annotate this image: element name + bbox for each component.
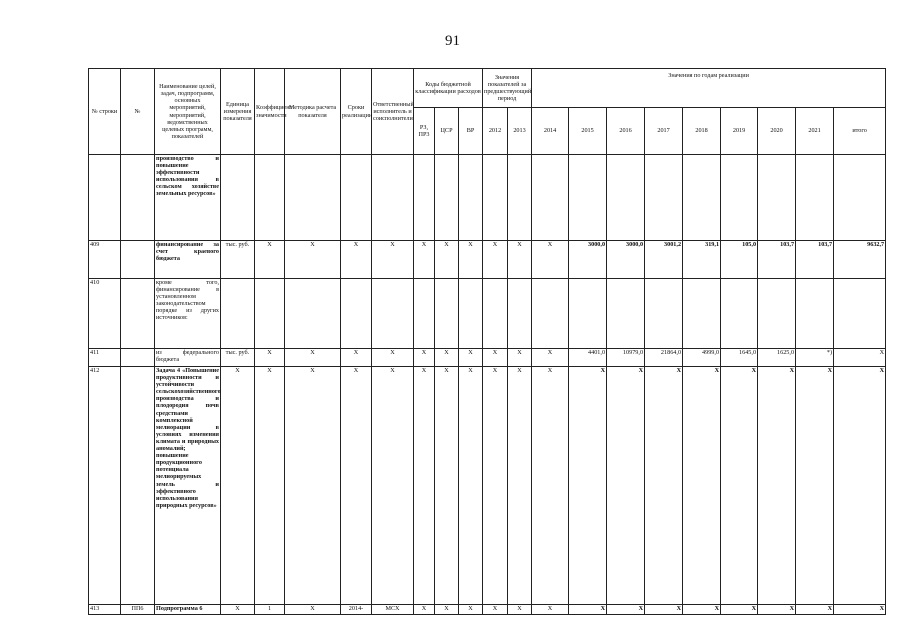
row-2019: X	[721, 367, 758, 605]
header-2020: 2020	[758, 108, 796, 155]
row-2015: 4401,0	[569, 349, 607, 367]
row-2015: X	[569, 605, 607, 615]
row-2014: X	[532, 349, 569, 367]
row-code	[121, 241, 155, 279]
header-budget-codes: Коды бюджетной классификации расходов	[414, 69, 483, 108]
table-row	[89, 349, 886, 367]
row-2012: X	[483, 367, 508, 605]
row-2021: *)	[796, 349, 834, 367]
row-unit: X	[221, 605, 255, 615]
row-2014: X	[532, 241, 569, 279]
row-total	[834, 279, 886, 349]
header-2019: 2019	[721, 108, 758, 155]
row-method: X	[285, 241, 341, 279]
row-2017: 3001,2	[645, 241, 683, 279]
row-2020: 1625,0	[758, 349, 796, 367]
header-row-no: № строки	[89, 69, 121, 155]
row-resp: X	[372, 241, 414, 279]
row-name: кроме того, финансирование в установленном законодательством порядке из других источников:	[155, 279, 221, 349]
row-terms: X	[341, 349, 372, 367]
row-coef: X	[255, 349, 285, 367]
row-2021: X	[796, 367, 834, 605]
row-2015	[569, 279, 607, 349]
row-name: Задача 4 «Повышение продуктивности и устойчивости сельскохозяйственного производства и плодородия почв средствами комплексной мелиорации в условиях изменения климата и природных аномалий; повышение продукционного потенциала мелиорируемых земель и эффективного использования природных ресурсов»	[155, 367, 221, 605]
row-2012: X	[483, 605, 508, 615]
header-2012: 2012	[483, 108, 508, 155]
row-2013	[508, 155, 532, 241]
row-2014	[532, 155, 569, 241]
row-rz	[414, 155, 435, 241]
row-2016: X	[607, 605, 645, 615]
row-terms: X	[341, 241, 372, 279]
row-total	[834, 155, 886, 241]
header-name: Наименование целей, задач, подпрограмм, основных мероприятий, мероприятий, ведомственных целевых программ, показателей	[155, 69, 221, 155]
table-body	[89, 155, 886, 615]
row-name: финансирование за счет краевого бюджета	[155, 241, 221, 279]
row-2015	[569, 155, 607, 241]
row-csr: X	[435, 349, 459, 367]
row-2016: X	[607, 367, 645, 605]
row-2016	[607, 155, 645, 241]
header-resp: Ответственный исполнитель и соисполнители	[372, 69, 414, 155]
row-2019	[721, 155, 758, 241]
row-coef: X	[255, 367, 285, 605]
header-rz: РЗ, ПР3	[414, 108, 435, 155]
row-unit: тыс. руб.	[221, 241, 255, 279]
row-number: 413	[89, 605, 121, 615]
row-unit	[221, 279, 255, 349]
row-csr: X	[435, 367, 459, 605]
row-2012	[483, 155, 508, 241]
table-row	[89, 241, 886, 279]
header-2017: 2017	[645, 108, 683, 155]
row-terms: X	[341, 367, 372, 605]
row-rz: X	[414, 349, 435, 367]
row-resp: МСХ	[372, 605, 414, 615]
row-2018: 4999,0	[683, 349, 721, 367]
header-2013: 2013	[508, 108, 532, 155]
header-csr: ЦСР	[435, 108, 459, 155]
row-unit: тыс. руб.	[221, 349, 255, 367]
row-code: ПП6	[121, 605, 155, 615]
row-csr: X	[435, 605, 459, 615]
row-csr	[435, 155, 459, 241]
row-total: X	[834, 349, 886, 367]
row-2019: 1645,0	[721, 349, 758, 367]
row-2021: X	[796, 605, 834, 615]
row-2013: X	[508, 349, 532, 367]
row-vr: X	[459, 605, 483, 615]
row-terms	[341, 155, 372, 241]
row-vr: X	[459, 241, 483, 279]
row-2018	[683, 279, 721, 349]
row-2012: X	[483, 241, 508, 279]
row-method	[285, 155, 341, 241]
row-vr	[459, 155, 483, 241]
row-resp	[372, 155, 414, 241]
row-2017	[645, 155, 683, 241]
row-2016	[607, 279, 645, 349]
table-row	[89, 605, 886, 615]
row-vr	[459, 279, 483, 349]
header-code: №	[121, 69, 155, 155]
row-coef	[255, 155, 285, 241]
row-2021	[796, 155, 834, 241]
row-rz	[414, 279, 435, 349]
row-resp: X	[372, 367, 414, 605]
header-2016: 2016	[607, 108, 645, 155]
row-2020	[758, 155, 796, 241]
row-2020: 103,7	[758, 241, 796, 279]
row-2018: X	[683, 605, 721, 615]
row-2015: X	[569, 367, 607, 605]
row-terms: 2014-	[341, 605, 372, 615]
indicators-table	[88, 68, 886, 615]
row-total: X	[834, 605, 886, 615]
row-vr: X	[459, 367, 483, 605]
row-2014: X	[532, 367, 569, 605]
row-resp: X	[372, 349, 414, 367]
header-prev-values: Значения показателей за предшествующий период	[483, 69, 532, 108]
row-2015: 3000,0	[569, 241, 607, 279]
header-method: Методика расчета показателя	[285, 69, 341, 155]
row-2019: 105,0	[721, 241, 758, 279]
row-method: X	[285, 605, 341, 615]
row-code	[121, 279, 155, 349]
row-2018: X	[683, 367, 721, 605]
row-resp	[372, 279, 414, 349]
row-2021: 103,7	[796, 241, 834, 279]
header-2014: 2014	[532, 108, 569, 155]
row-coef: 1	[255, 605, 285, 615]
page-number: 91	[445, 33, 460, 49]
header-terms: Сроки реализации	[341, 69, 372, 155]
row-2017: 21864,0	[645, 349, 683, 367]
row-code	[121, 349, 155, 367]
row-code	[121, 155, 155, 241]
header-unit: Единица измерения показателя	[221, 69, 255, 155]
row-2012: X	[483, 349, 508, 367]
header-total: итого	[834, 108, 886, 155]
row-2018: 319,1	[683, 241, 721, 279]
row-2018	[683, 155, 721, 241]
row-unit: X	[221, 367, 255, 605]
row-rz: X	[414, 605, 435, 615]
row-method	[285, 279, 341, 349]
row-2017: X	[645, 367, 683, 605]
row-2019	[721, 279, 758, 349]
row-number: 412	[89, 367, 121, 605]
row-2017: X	[645, 605, 683, 615]
row-2014: X	[532, 605, 569, 615]
row-2019: X	[721, 605, 758, 615]
row-2017	[645, 279, 683, 349]
row-2014	[532, 279, 569, 349]
row-2012	[483, 279, 508, 349]
row-name: производство и повышение эффективности использования в сельском хозяйстве земельных ресурсов»	[155, 155, 221, 241]
header-2021: 2021	[796, 108, 834, 155]
row-2013: X	[508, 605, 532, 615]
row-name: из федерального бюджета	[155, 349, 221, 367]
row-total: 9632,7	[834, 241, 886, 279]
row-2020	[758, 279, 796, 349]
row-2016: 10979,0	[607, 349, 645, 367]
row-unit	[221, 155, 255, 241]
row-coef: X	[255, 241, 285, 279]
row-number	[89, 155, 121, 241]
row-coef	[255, 279, 285, 349]
row-total: X	[834, 367, 886, 605]
table-row	[89, 155, 886, 241]
row-number: 409	[89, 241, 121, 279]
row-2016: 3000,0	[607, 241, 645, 279]
row-2020: X	[758, 605, 796, 615]
header-2015: 2015	[569, 108, 607, 155]
row-name: Подпрограмма 6	[155, 605, 221, 615]
row-rz: X	[414, 367, 435, 605]
row-2013: X	[508, 367, 532, 605]
row-csr	[435, 279, 459, 349]
row-2013: X	[508, 241, 532, 279]
row-vr: X	[459, 349, 483, 367]
table-row	[89, 367, 886, 605]
row-number: 411	[89, 349, 121, 367]
row-2013	[508, 279, 532, 349]
row-2021	[796, 279, 834, 349]
table-row	[89, 279, 886, 349]
row-csr: X	[435, 241, 459, 279]
row-code	[121, 367, 155, 605]
row-method: X	[285, 367, 341, 605]
row-rz: X	[414, 241, 435, 279]
header-vr: ВР	[459, 108, 483, 155]
row-terms	[341, 279, 372, 349]
header-year-values: Значения по годам реализации	[532, 69, 886, 108]
row-number: 410	[89, 279, 121, 349]
row-method: X	[285, 349, 341, 367]
row-2020: X	[758, 367, 796, 605]
header-2018: 2018	[683, 108, 721, 155]
header-coef: Коэффициент значимости	[255, 69, 285, 155]
